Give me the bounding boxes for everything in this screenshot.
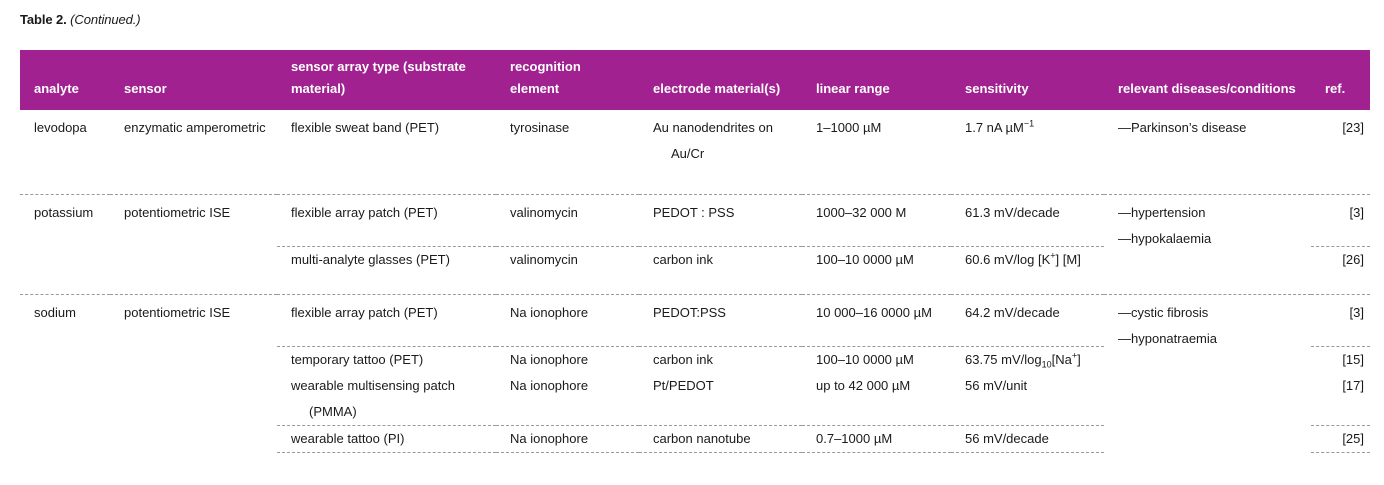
header-recognition	[496, 50, 639, 110]
cell-disease-2: —hyponatraemia	[1118, 330, 1217, 346]
cell-sensitivity: 56 mV/unit	[965, 377, 1028, 393]
table-row	[20, 194, 1370, 246]
cell-electrode: carbon nanotube	[639, 425, 802, 452]
header-array-type	[277, 50, 496, 110]
cell-linear-range: 100–10 0000 µM	[802, 246, 951, 294]
cell-electrode: carbon ink	[639, 246, 802, 294]
cell-array-type: flexible array patch (PET)	[277, 194, 496, 246]
cell-electrode: Pt/PEDOT	[653, 377, 714, 393]
table-caption	[20, 12, 141, 27]
cell-diseases	[1104, 194, 1311, 294]
table-continued-note: (Continued.)	[70, 12, 141, 27]
cell-ref: [17]	[1342, 377, 1364, 393]
header-analyte: analyte	[34, 81, 79, 96]
cell-sensitivity-charge: +	[1050, 250, 1056, 261]
header-array-type-line2: material)	[291, 81, 346, 96]
cell-sensor: potentiometric ISE	[110, 294, 277, 452]
cell-sensor: enzymatic amperometric	[124, 120, 266, 135]
cell-recognition: valinomycin	[496, 194, 639, 246]
header-ref: ref.	[1325, 81, 1346, 96]
cell-array-type: temporary tattoo (PET)	[277, 346, 496, 373]
cell-sensitivity: 56 mV/decade	[951, 425, 1104, 452]
table-row	[20, 294, 1370, 346]
cell-sensitivity-exponent: −1	[1023, 118, 1035, 129]
header-recognition-line2: element	[510, 81, 560, 96]
cell-sensitivity	[951, 246, 1104, 294]
cell-disease-1: —cystic fibrosis	[1118, 304, 1209, 320]
cell-array-type-line1: wearable multisensing patch	[291, 377, 456, 393]
cell-ref: [25]	[1311, 425, 1370, 452]
cell-recognition: Na ionophore	[496, 425, 639, 452]
cell-sensor: potentiometric ISE	[110, 194, 277, 294]
cell-ref: [3]	[1311, 294, 1370, 346]
header-linear-range: linear range	[816, 81, 890, 96]
cell-sensitivity-mid: [Na	[1051, 351, 1072, 367]
sensor-table	[20, 50, 1370, 453]
cell-recognition: Na ionophore	[496, 294, 639, 346]
cell-linear-range: 100–10 0000 µM	[802, 346, 951, 373]
cell-array-type: multi-analyte glasses (PET)	[277, 246, 496, 294]
cell-array-type-line2: (PMMA)	[309, 403, 357, 419]
cell-sensitivity-charge: +	[1071, 350, 1078, 361]
cell-sensitivity-post: ]	[1077, 351, 1081, 367]
cell-sensitivity-post: ] [M]	[1055, 251, 1081, 267]
cell-sensitivity	[951, 346, 1104, 373]
cell-sensitivity-pre: 63.75 mV/log	[965, 351, 1042, 367]
cell-disease-1: —hypertension	[1118, 204, 1206, 220]
cell-analyte: potassium	[20, 194, 110, 294]
header-diseases: relevant diseases/conditions	[1118, 81, 1296, 96]
cell-ref: [23]	[1342, 120, 1364, 135]
cell-electrode	[639, 110, 802, 194]
cell-linear-range: 0.7–1000 µM	[802, 425, 951, 452]
cell-analyte: sodium	[20, 294, 110, 452]
cell-disease-2: —hypokalaemia	[1118, 230, 1212, 246]
cell-array-type	[277, 373, 496, 426]
cell-recognition: Na ionophore	[496, 346, 639, 373]
cell-sensitivity-pre: 60.6 mV/log [K	[965, 251, 1051, 267]
cell-linear-range: 1000–32 000 M	[802, 194, 951, 246]
table-row	[20, 110, 1370, 194]
cell-sensitivity: 64.2 mV/decade	[951, 294, 1104, 346]
header-electrode: electrode material(s)	[653, 81, 781, 96]
cell-recognition: valinomycin	[496, 246, 639, 294]
cell-array-type: flexible sweat band (PET)	[291, 120, 440, 135]
cell-array-type: flexible array patch (PET)	[277, 294, 496, 346]
cell-recognition: Na ionophore	[510, 377, 589, 393]
cell-diseases	[1104, 294, 1311, 452]
cell-recognition: tyrosinase	[510, 120, 570, 135]
cell-electrode: PEDOT : PSS	[639, 194, 802, 246]
table-header-row	[20, 50, 1370, 110]
cell-ref: [15]	[1311, 346, 1370, 373]
header-array-type-line1: sensor array type (substrate	[291, 59, 466, 74]
cell-sensitivity-value: 1.7 nA µM	[965, 120, 1024, 135]
cell-ref: [26]	[1311, 246, 1370, 294]
cell-linear-range: up to 42 000 µM	[816, 377, 911, 393]
header-sensitivity: sensitivity	[965, 81, 1029, 96]
cell-linear-range: 1–1000 µM	[816, 120, 882, 135]
table-label: Table 2.	[20, 12, 67, 27]
cell-sensitivity	[951, 110, 1104, 194]
cell-sensitivity: 61.3 mV/decade	[951, 194, 1104, 246]
cell-diseases: —Parkinson’s disease	[1118, 120, 1247, 135]
cell-ref: [3]	[1311, 194, 1370, 246]
cell-linear-range: 10 000–16 0000 µM	[802, 294, 951, 346]
header-sensor: sensor	[124, 81, 167, 96]
cell-array-type: wearable tattoo (PI)	[277, 425, 496, 452]
header-recognition-line1: recognition	[510, 59, 581, 74]
cell-analyte: levodopa	[34, 120, 87, 135]
cell-electrode: carbon ink	[639, 346, 802, 373]
cell-electrode-line1: Au nanodendrites on	[653, 120, 773, 135]
cell-electrode: PEDOT:PSS	[639, 294, 802, 346]
cell-sensitivity-log-base: 10	[1041, 359, 1052, 370]
cell-electrode-line2: Au/Cr	[671, 146, 705, 161]
